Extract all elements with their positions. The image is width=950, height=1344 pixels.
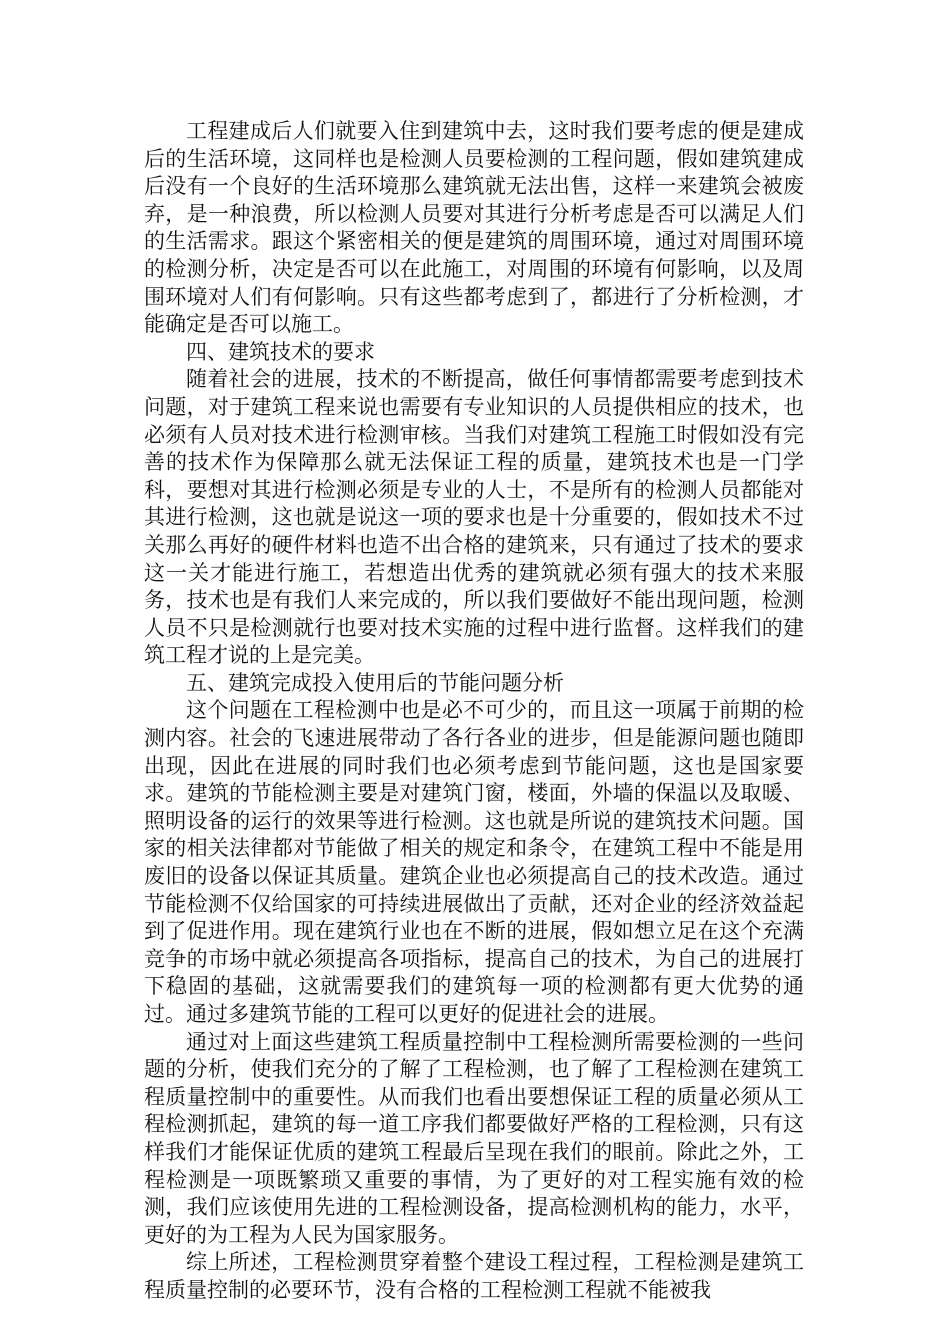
paragraph-energy-saving: 这个问题在工程检测中也是必不可少的，而且这一项属于前期的检测内容。社会的飞速进展带动了各行各业的进步，但是能源问题也随即出现，因此在进展的同时我们也必须考虑到节能问题，这也是国家要求。建筑的节能检测主要是对建筑门窗，楼面，外墙的保温以及取暖、照明设备的运行的效果等进行检测。这也就是所说的建筑技术问题。国家的相关法律都对节能做了相关的规定和条令，在建筑工程中不能是用废旧的设备以保证其质量。建筑企业也必须提高自己的技术改造。通过节能检测不仅给国家的可持续进展做出了贡献，还对企业的经济效益起到了促进作用。现在建筑行业也在不断的进展，假如想立足在这个充满竞争的市场中就必须提高各项指标，提高自己的技术，为自己的进展打下稳固的基础，这就需要我们的建筑每一项的检测都有更大优势的通过。通过多建筑节能的工程可以更好的促进社会的进展。	[144, 698, 804, 1026]
section-heading-5: 五、建筑完成投入使用后的节能问题分析	[186, 670, 564, 695]
document-body	[144, 118, 804, 1305]
paragraph-summary-analysis: 通过对上面这些建筑工程质量控制中工程检测所需要检测的一些问题的分析，使我们充分的了解了工程检测，也了解了工程检测在建筑工程质量控制中的重要性。从而我们也看出要想保证工程的质量必须从工程检测抓起，建筑的每一道工序我们都要做好严格的工程检测，只有这样我们才能保证优质的建筑工程最后呈现在我们的眼前。除此之外，工程检测是一项既繁琐又重要的事情，为了更好的对工程实施有效的检测，我们应该使用先进的工程检测设备，提高检测机构的能力，水平，更好的为工程为人民为国家服务。	[144, 1029, 804, 1247]
paragraph-conclusion: 综上所述，工程检测贯穿着整个建设工程过程，工程检测是建筑工程质量控制的必要环节，没有合格的工程检测工程就不能被我	[144, 1250, 804, 1302]
paragraph-living-environment: 工程建成后人们就要入住到建筑中去，这时我们要考虑的便是建成后的生活环境，这同样也是检测人员要检测的工程问题，假如建筑建成后没有一个良好的生活环境那么建筑就无法出售，这样一来建筑会被废弃，是一种浪费，所以检测人员要对其进行分析考虑是否可以满足人们的生活需求。跟这个紧密相关的便是建筑的周围环境，通过对周围环境的检测分析，决定是否可以在此施工，对周围的环境有何影响，以及周围环境对人们有何影响。只有这些都考虑到了，都进行了分析检测，才能确定是否可以施工。	[144, 119, 804, 337]
paragraph-technical-requirements: 随着社会的进展，技术的不断提高，做任何事情都需要考虑到技术问题，对于建筑工程来说也需要有专业知识的人员提供相应的技术，也必须有人员对技术进行检测审核。当我们对建筑工程施工时假如没有完善的技术作为保障那么就无法保证工程的质量，建筑技术也是一门学科，要想对其进行检测必须是专业的人士，不是所有的检测人员都能对其进行检测，这也就是说这一项的要求也是十分重要的，假如技术不过关那么再好的硬件材料也造不出合格的建筑来，只有通过了技术的要求这一关才能进行施工，若想造出优秀的建筑就必须有强大的技术来服务，技术也是有我们人来完成的，所以我们要做好不能出现问题，检测人员不只是检测就行也要对技术实施的过程中进行监督。这样我们的建筑工程才说的上是完美。	[144, 367, 804, 668]
section-heading-4: 四、建筑技术的要求	[186, 339, 375, 364]
